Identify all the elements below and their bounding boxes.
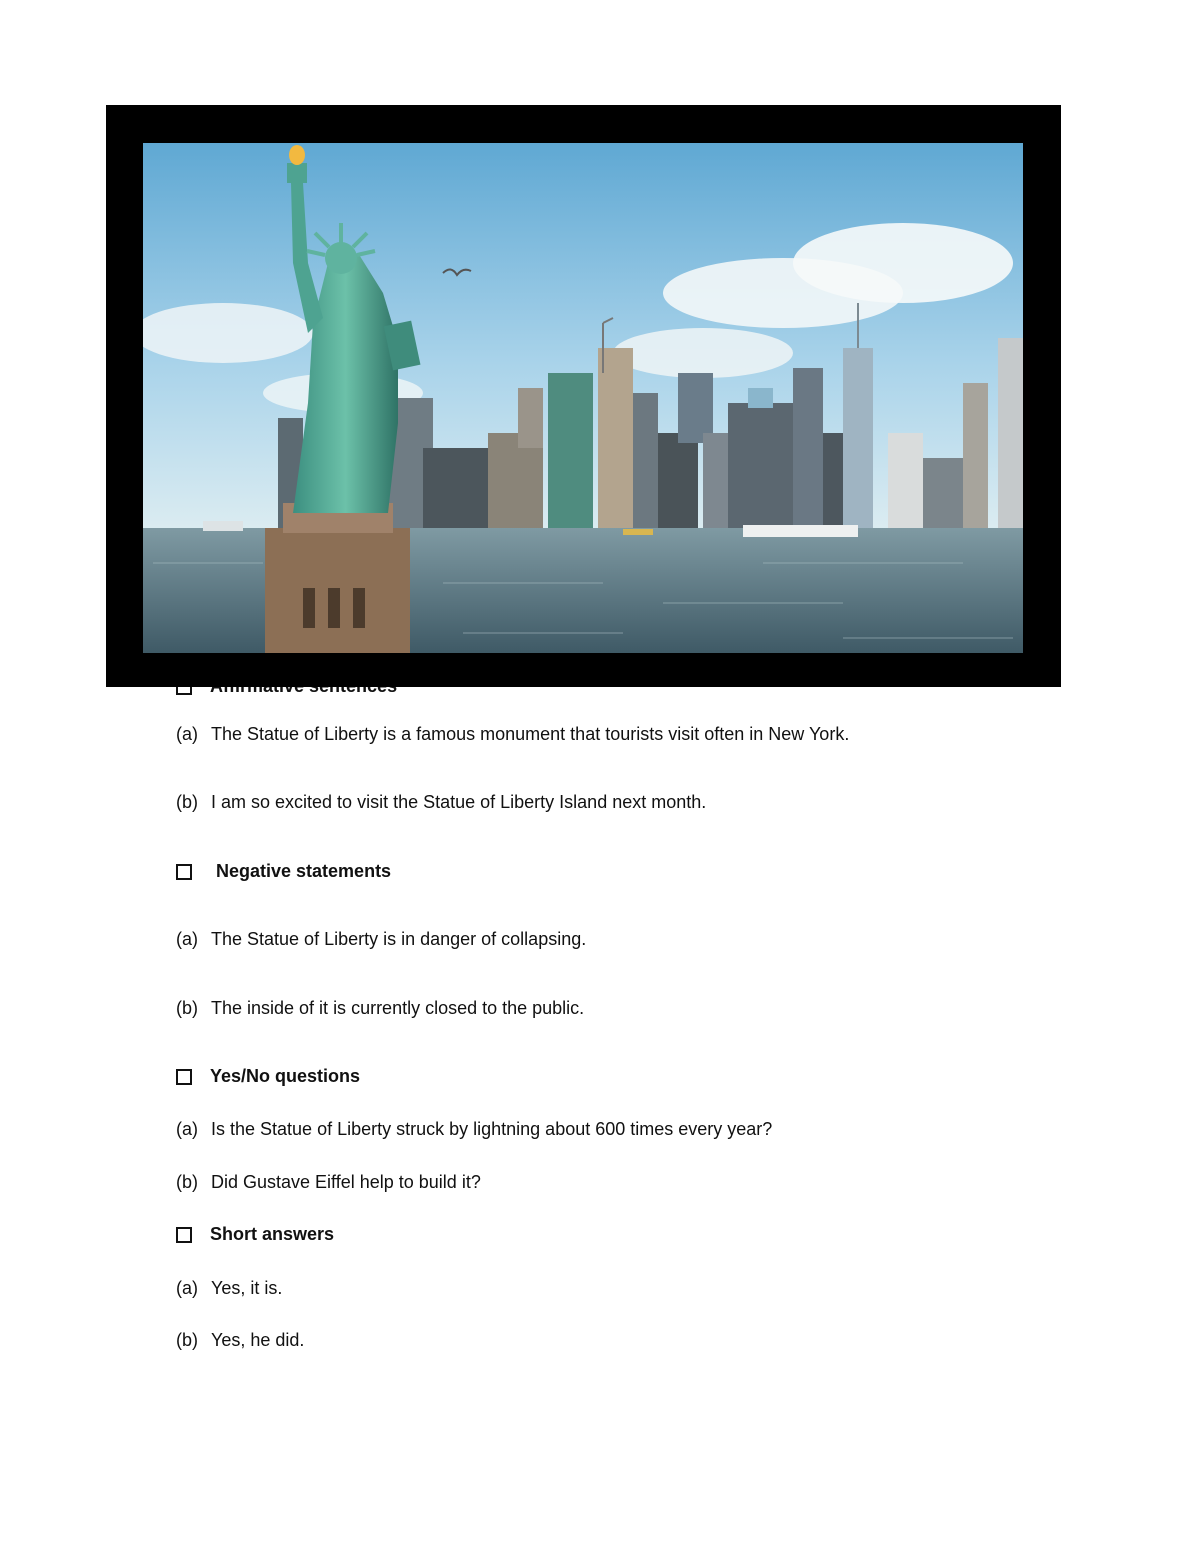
item-text: Yes, he did.: [211, 1330, 305, 1350]
statue-of-liberty-skyline-photo: [143, 143, 1023, 653]
list-item: [176, 998, 584, 1019]
section-heading-label: Short answers: [210, 1224, 335, 1244]
list-item: [176, 1330, 304, 1351]
item-marker: (a): [176, 724, 198, 744]
checkbox-icon: [176, 1227, 192, 1243]
section-heading-negative: [176, 861, 391, 882]
item-marker: (a): [176, 929, 198, 949]
list-item: [176, 792, 706, 813]
item-text: The Statue of Liberty is in danger of collapsing.: [211, 929, 587, 949]
checkbox-icon: [176, 1069, 192, 1085]
section-heading-label: Yes/No questions: [210, 1066, 361, 1086]
section-heading-yes-no: [176, 1066, 360, 1087]
item-marker: (a): [176, 1119, 198, 1139]
item-text: Yes, it is.: [211, 1278, 283, 1298]
section-heading-short-answers: [176, 1224, 334, 1245]
checkbox-icon: [176, 864, 192, 880]
item-text: Is the Statue of Liberty struck by lightning about 600 times every year?: [211, 1119, 773, 1139]
item-marker: (b): [176, 1330, 198, 1350]
list-item: [176, 1278, 282, 1299]
section-heading-label: Negative statements: [216, 861, 392, 881]
list-item: [176, 1172, 481, 1193]
item-marker: (b): [176, 1172, 198, 1192]
item-text: The Statue of Liberty is a famous monument that tourists visit often in New York.: [211, 724, 850, 744]
photo-frame: [106, 105, 1061, 687]
list-item: [176, 929, 586, 950]
list-item: [176, 1119, 772, 1140]
item-text: Did Gustave Eiffel help to build it?: [211, 1172, 481, 1192]
list-item: [176, 724, 849, 745]
item-marker: (a): [176, 1278, 198, 1298]
item-marker: (b): [176, 792, 198, 812]
item-marker: (b): [176, 998, 198, 1018]
item-text: The inside of it is currently closed to the public.: [211, 998, 585, 1018]
item-text: I am so excited to visit the Statue of Liberty Island next month.: [211, 792, 707, 812]
